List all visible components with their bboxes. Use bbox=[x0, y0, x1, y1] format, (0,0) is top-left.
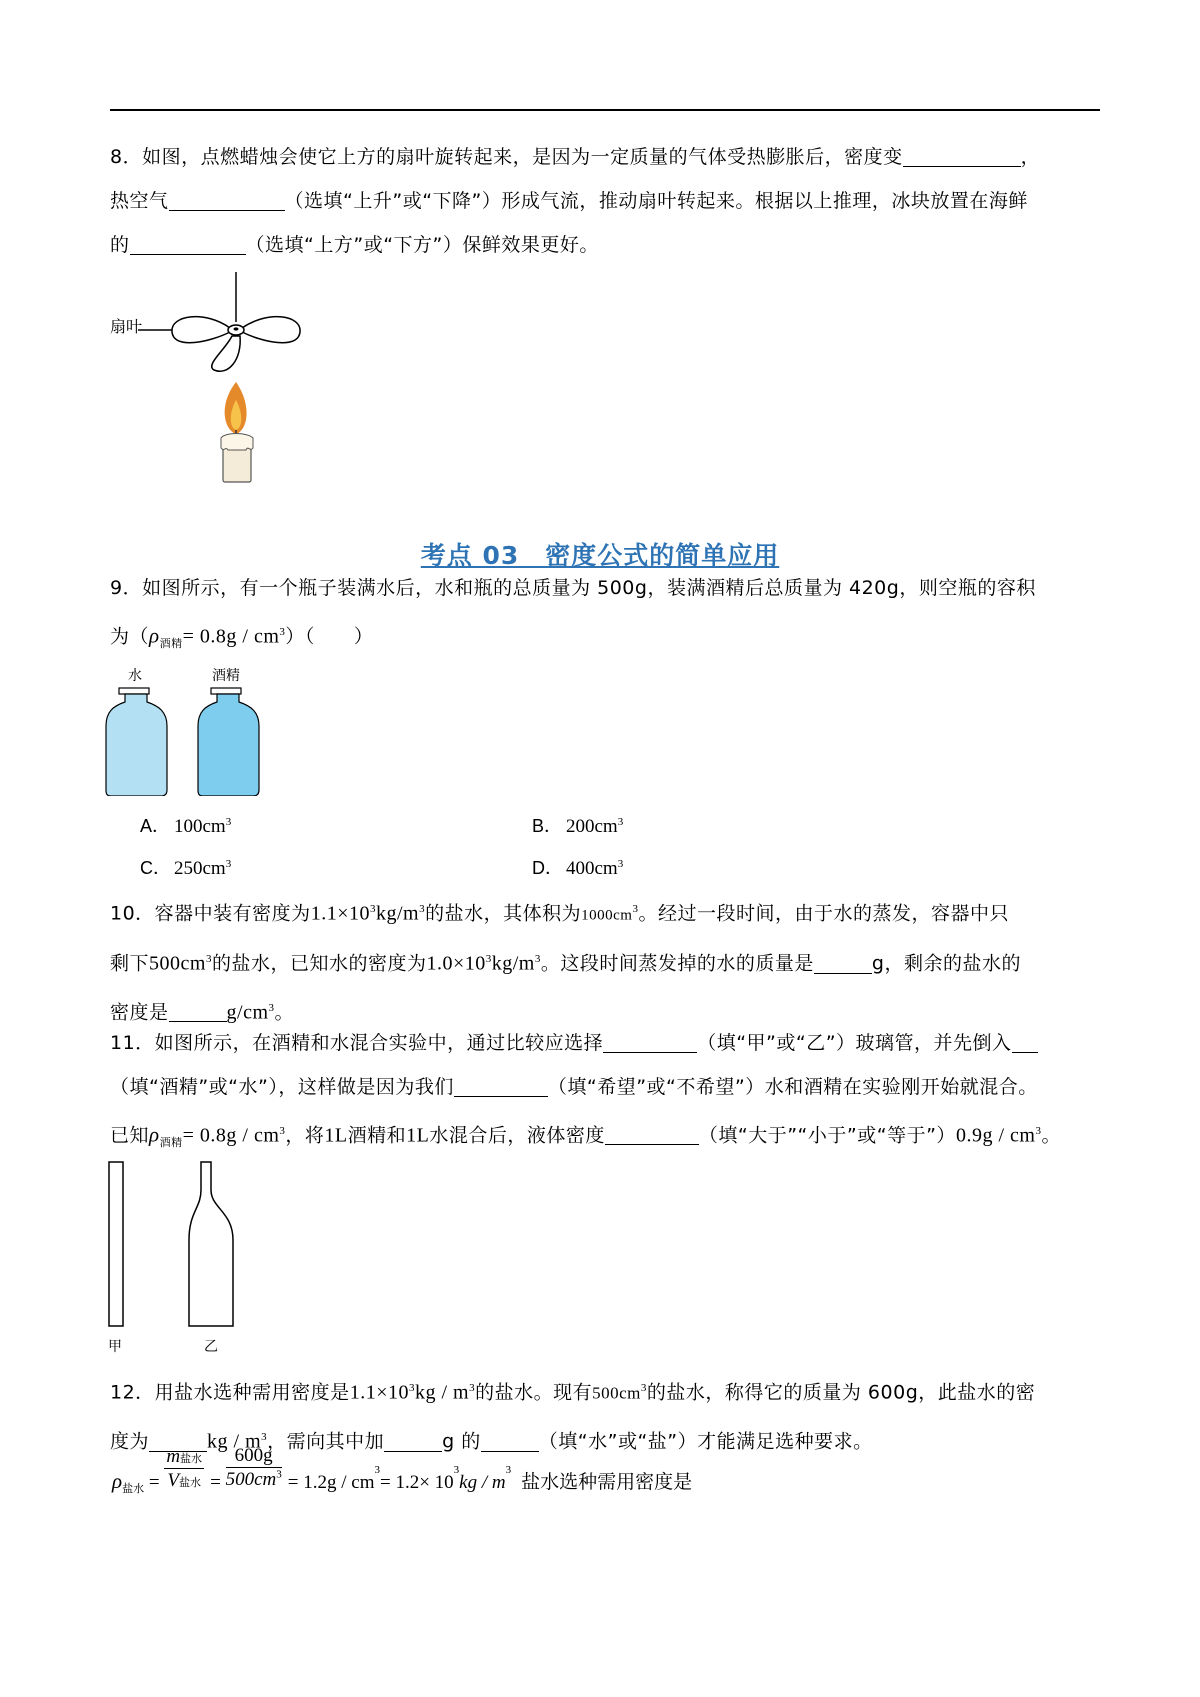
bottles-figure bbox=[105, 686, 265, 796]
tube-jia-icon bbox=[109, 1162, 123, 1326]
answer-blank[interactable] bbox=[605, 1122, 699, 1145]
option-b[interactable]: B． $200cm^3$ bbox=[532, 816, 624, 837]
q8-line-3: 的 （选填“上方”或“下方”）保鲜效果更好。 bbox=[110, 234, 599, 256]
answer-blank[interactable] bbox=[903, 144, 1021, 167]
q10-line-2: 剩下$500cm^3$的盐水，已知水的密度为$1.0\times 10^3kg/m^3$。这段时间蒸发掉的水的质量是 g，剩余的盐水的 bbox=[110, 952, 1021, 975]
q11-line-2: （填“酒精”或“水”），这样做是因为我们 （填“希望”或“不希望”）水和酒精在实验刚开始就混合。 bbox=[110, 1076, 1038, 1098]
q12-line-1: 12．用盐水选种需用密度是$1.1\times 10^3kg / m^3$的盐水。现有$500cm^3$的盐水，称得它的质量为 600g，此盐水的密 bbox=[110, 1381, 1036, 1404]
answer-blank[interactable] bbox=[169, 188, 285, 211]
option-d[interactable]: D． $400cm^3$ bbox=[532, 858, 624, 879]
bottle-water-icon bbox=[106, 688, 167, 796]
q11-line-3: 已知$\rho_{酒精}= 0.8g / cm^3$，将1L酒精和1L水混合后，液体密度 （填“大于”“小于”或“等于”）0.9g / $cm^3$。 bbox=[110, 1122, 1061, 1150]
q8-line-2: 热空气 （选填“上升”或“下降”）形成气流，推动扇叶转起来。根据以上推理，冰块放置在海鲜 bbox=[110, 190, 1028, 212]
question-8 bbox=[110, 135, 1100, 267]
q10-line-1: 10．容器中装有密度为$1.1\times 10^3kg/m^3$的盐水，其体积为$1000cm^3$。经过一段时间，由于水的蒸发，容器中只 bbox=[110, 902, 1009, 925]
section-heading: 考点 03 密度公式的简单应用 bbox=[420, 541, 780, 570]
answer-blank[interactable] bbox=[169, 999, 227, 1022]
header-rule bbox=[110, 109, 1100, 111]
option-a[interactable]: A． $100cm^3$ bbox=[140, 816, 232, 837]
tube-yi-label: 乙 bbox=[204, 1339, 218, 1355]
answer-blank[interactable] bbox=[814, 951, 872, 974]
fan-label: 扇叶 bbox=[110, 317, 143, 336]
option-c[interactable]: C． $250cm^3$ bbox=[140, 858, 232, 879]
tube-yi-icon bbox=[189, 1162, 233, 1326]
q9-line-2: 为$(\rho_{酒精}= 0.8g / cm^3)$（ ） bbox=[110, 623, 374, 651]
bottle-water-label: 水 bbox=[128, 668, 142, 684]
answer-blank[interactable] bbox=[130, 232, 246, 255]
question-11 bbox=[110, 1021, 1100, 1165]
q9-line-1: 9．如图所示，有一个瓶子装满水后，水和瓶的总质量为 500g，装满酒精后总质量为 420g，则空瓶的容积 bbox=[110, 577, 1036, 599]
candle-flame-icon bbox=[225, 382, 247, 434]
fraction-mv: m盐水 V盐水 bbox=[166, 1446, 203, 1491]
tube-jia-label: 甲 bbox=[108, 1339, 122, 1355]
density-formula: $\rho_{盐水}$ = m盐水 V盐水 = $\frac{600g}{500cm^3}$ = $1.2g / cm^3= 1.2\times 10^3kg / m^3$盐水选种需用密度是 bbox=[112, 1445, 693, 1495]
question-9 bbox=[110, 566, 1100, 666]
fan-candle-figure bbox=[110, 270, 310, 490]
answer-blank[interactable] bbox=[1012, 1030, 1038, 1053]
q10-line-3: 密度是 $g/cm^3$。 bbox=[110, 1000, 295, 1023]
question-10 bbox=[110, 887, 1100, 1034]
bottle-alcohol-label: 酒精 bbox=[212, 668, 240, 684]
q11-line-1: 11．如图所示，在酒精和水混合实验中，通过比较应选择 （填“甲”或“乙”）玻璃管，并先倒入 bbox=[110, 1021, 1100, 1065]
fraction-values: $\frac{600g}{500cm^3}$ bbox=[225, 1445, 282, 1490]
q12-line-2: 度为 kg / $m^3$，需向其中加 g 的 （填“水”或“盐”）才能满足选种要求。 bbox=[110, 1430, 873, 1453]
bottle-alcohol-icon bbox=[198, 688, 259, 796]
answer-blank[interactable] bbox=[603, 1030, 697, 1053]
answer-blank[interactable] bbox=[454, 1074, 548, 1097]
q8-line-1: 8．如图，点燃蜡烛会使它上方的扇叶旋转起来，是因为一定质量的气体受热膨胀后，密度变 ， bbox=[110, 146, 1041, 168]
tubes-figure bbox=[105, 1160, 245, 1330]
candle-icon bbox=[221, 434, 253, 483]
